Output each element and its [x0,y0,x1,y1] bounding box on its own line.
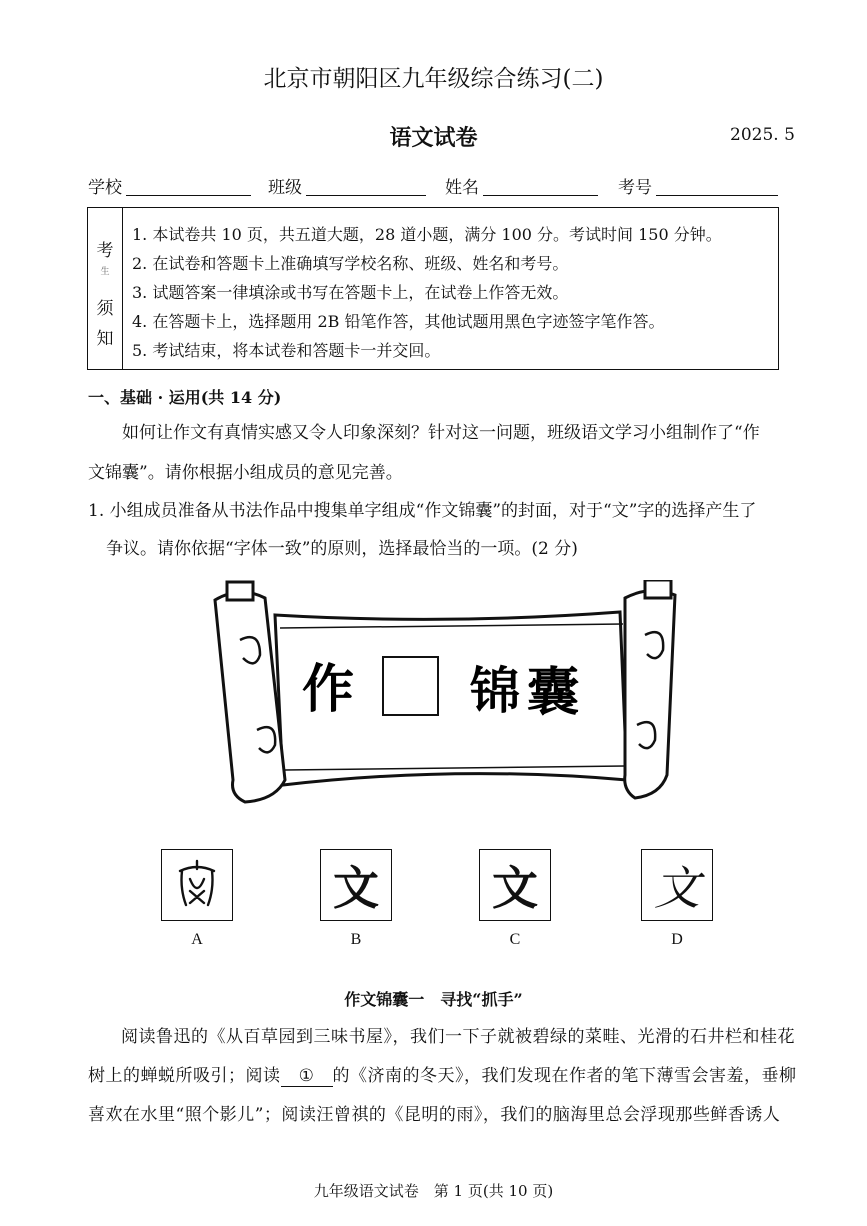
choice-d-glyph-box [641,849,713,921]
scroll-char: 锦 [470,662,520,720]
page-footer: 九年级语文试卷 第 1 页(共 10 页) [313,1182,554,1200]
intro-line: 如何让作文有真情实感又令人印象深刻？针对这一问题，班级语文学习小组制作了“作 [122,423,760,443]
section-heading: 一、基础 · 运用(共 14 分) [88,388,282,407]
left-roller-cap [227,582,253,600]
question-1-line: 1. 小组成员准备从书法作品中搜集单字组成“作文锦囊”的封面，对于“文”字的选择产生了 [88,501,757,521]
choice-a-glyph-box [161,849,233,921]
choice-c-glyph-box [479,849,551,921]
right-roller-cap [645,580,671,598]
exam-date: 2025. 5 [730,125,795,145]
choice-d-label: D [671,931,683,948]
choice-b-glyph-box [320,849,392,921]
exam-number-blank [656,195,778,196]
passage-line: 喜欢在水里“照个影儿”；阅读汪曾祺的《昆明的雨》，我们的脑海里总会浮现那些鲜香诱人 [88,1105,781,1125]
choice-b-label: B [350,931,362,948]
choice-c-label: C [509,931,521,948]
scroll-char: 作 [301,660,355,720]
fill-in-blank-1: ① [281,1066,333,1087]
blank-character-box [383,657,438,715]
notice-item: 1. 本试卷共 10 页，共五道大题，28 道小题，满分 100 分。考试时间 150 分钟。 [132,225,722,244]
school-label: 学校 [88,178,122,198]
class-label: 班级 [268,178,302,198]
passage-text: 树上的蝉蜕所吸引；阅读 [88,1066,281,1086]
intro-line: 文锦囊”。请你根据小组成员的意见完善。 [88,463,403,483]
exam-subtitle: 语文试卷 [389,125,478,151]
choice-a-label: A [191,931,203,948]
notice-label-char: 知 [96,329,114,349]
notice-item: 3. 试题答案一律填涂或书写在答题卡上，在试卷上作答无效。 [132,283,569,302]
scroll-illustration [205,580,695,810]
scroll-char: 囊 [526,663,580,723]
seal-script-wen-icon [172,857,222,913]
notice-label-char: 生 [100,267,110,277]
notice-label-column [88,208,123,369]
notice-label-char: 须 [96,299,114,319]
exam-title: 北京市朝阳区九年级综合练习(二) [263,66,604,92]
school-blank [126,195,251,196]
student-info-row [88,173,778,201]
notice-item: 5. 考试结束，将本试卷和答题卡一并交回。 [132,341,441,360]
choice-b-glyph: 文 [333,861,379,915]
question-1-line: 争议。请你依据“字体一致”的原则，选择最恰当的一项。(2 分) [106,539,578,559]
passage-line [88,1061,797,1087]
passage-line: 阅读鲁迅的《从百草园到三味书屋》，我们一下子就被碧绿的菜畦、光滑的石井栏和桂花 [121,1027,795,1047]
choice-c-glyph: 文 [492,861,538,915]
exam-number-label: 考号 [618,178,652,198]
passage-text: 的《济南的冬天》，我们发现在作者的笔下薄雪会害羞，垂柳 [332,1066,797,1086]
notice-item: 2. 在试卷和答题卡上准确填写学校名称、班级、姓名和考号。 [132,254,569,273]
choice-d-glyph: 文 [654,861,700,915]
notice-label-char: 考 [96,241,114,261]
passage-heading: 作文锦囊一 寻找“抓手” [344,990,523,1009]
name-blank [483,195,598,196]
exam-notice-box [87,207,779,370]
notice-item: 4. 在答题卡上，选择题用 2B 铅笔作答，其他试题用黑色字迹签字笔作答。 [132,312,665,331]
class-blank [306,195,426,196]
name-label: 姓名 [445,178,479,198]
